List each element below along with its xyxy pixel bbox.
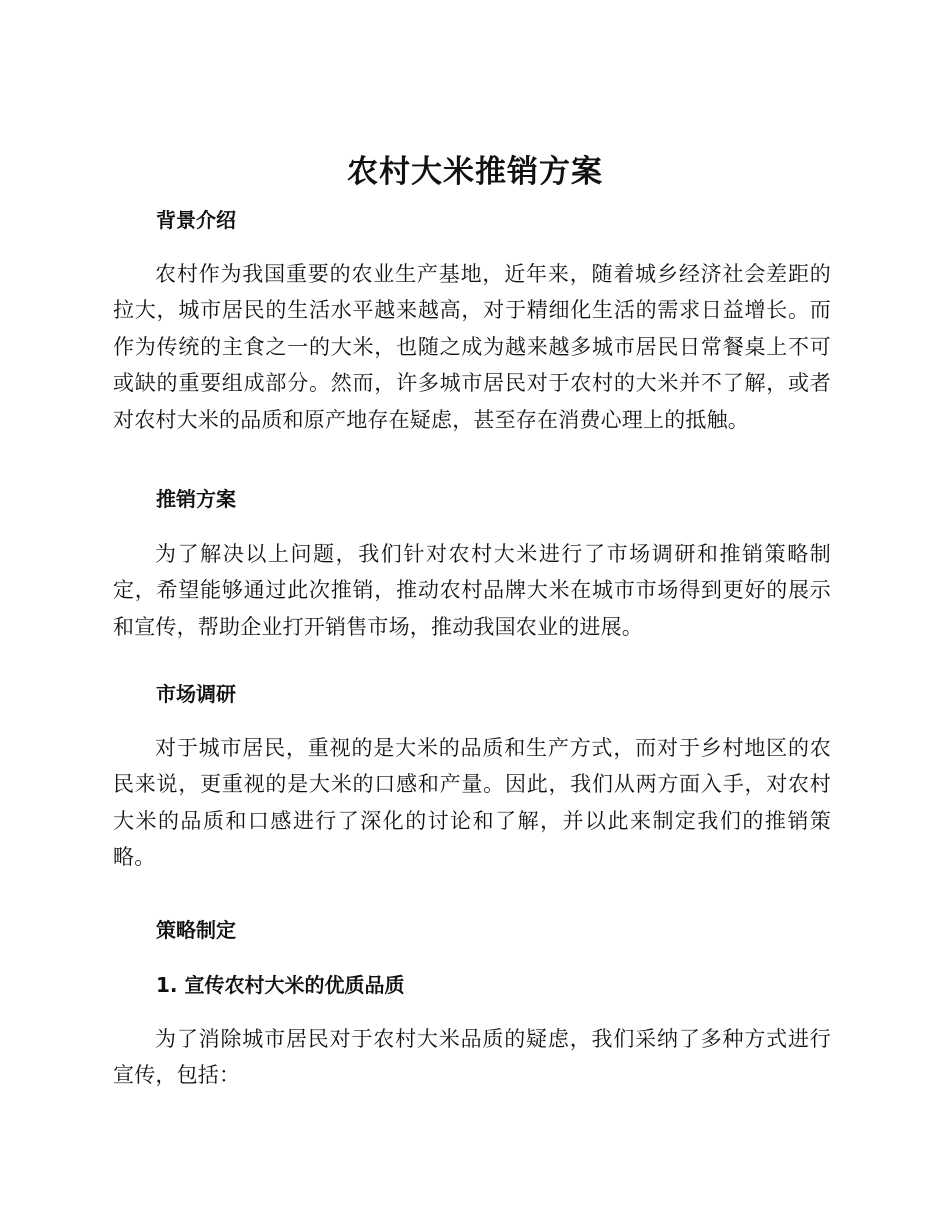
section-heading-market-research: 市场调研 [156,682,236,706]
section-heading-strategy: 策略制定 [156,918,236,942]
section-paragraph-background: 农村作为我国重要的农业生产基地，近年来，随着城乡经济社会差距的拉大，城市居民的生活水平越来越高，对于精细化生活的需求日益增长。而作为传统的主食之一的大米，也随之成为越来越多城市居民日常餐桌上不可或缺的重要组成部分。然而，许多城市居民对于农村的大米并不了解，或者对农村大米的品质和原产地存在疑虑，甚至存在消费心理上的抵触。 [113,262,831,432]
section-paragraph-promotion-plan: 为了解决以上问题，我们针对农村大米进行了市场调研和推销策略制定，希望能够通过此次推销，推动农村品牌大米在城市市场得到更好的展示和宣传，帮助企业打开销售市场，推动我国农业的进展。 [113,542,831,639]
section-heading-promotion-plan: 推销方案 [156,487,236,511]
section-heading-background: 背景介绍 [156,208,236,232]
section-paragraph-market-research: 对于城市居民，重视的是大米的品质和生产方式，而对于乡村地区的农民来说，更重视的是大米的口感和产量。因此，我们从两方面入手，对农村大米的品质和口感进行了深化的讨论和了解，并以此来制定我们的推销策略。 [113,736,831,870]
subsection-heading-quality: 1. 宣传农村大米的优质品质 [156,973,405,997]
subsection-paragraph-quality: 为了消除城市居民对于农村大米品质的疑虑，我们采纳了多种方式进行宣传，包括： [113,1027,831,1088]
page-title: 农村大米推销方案 [347,154,603,190]
